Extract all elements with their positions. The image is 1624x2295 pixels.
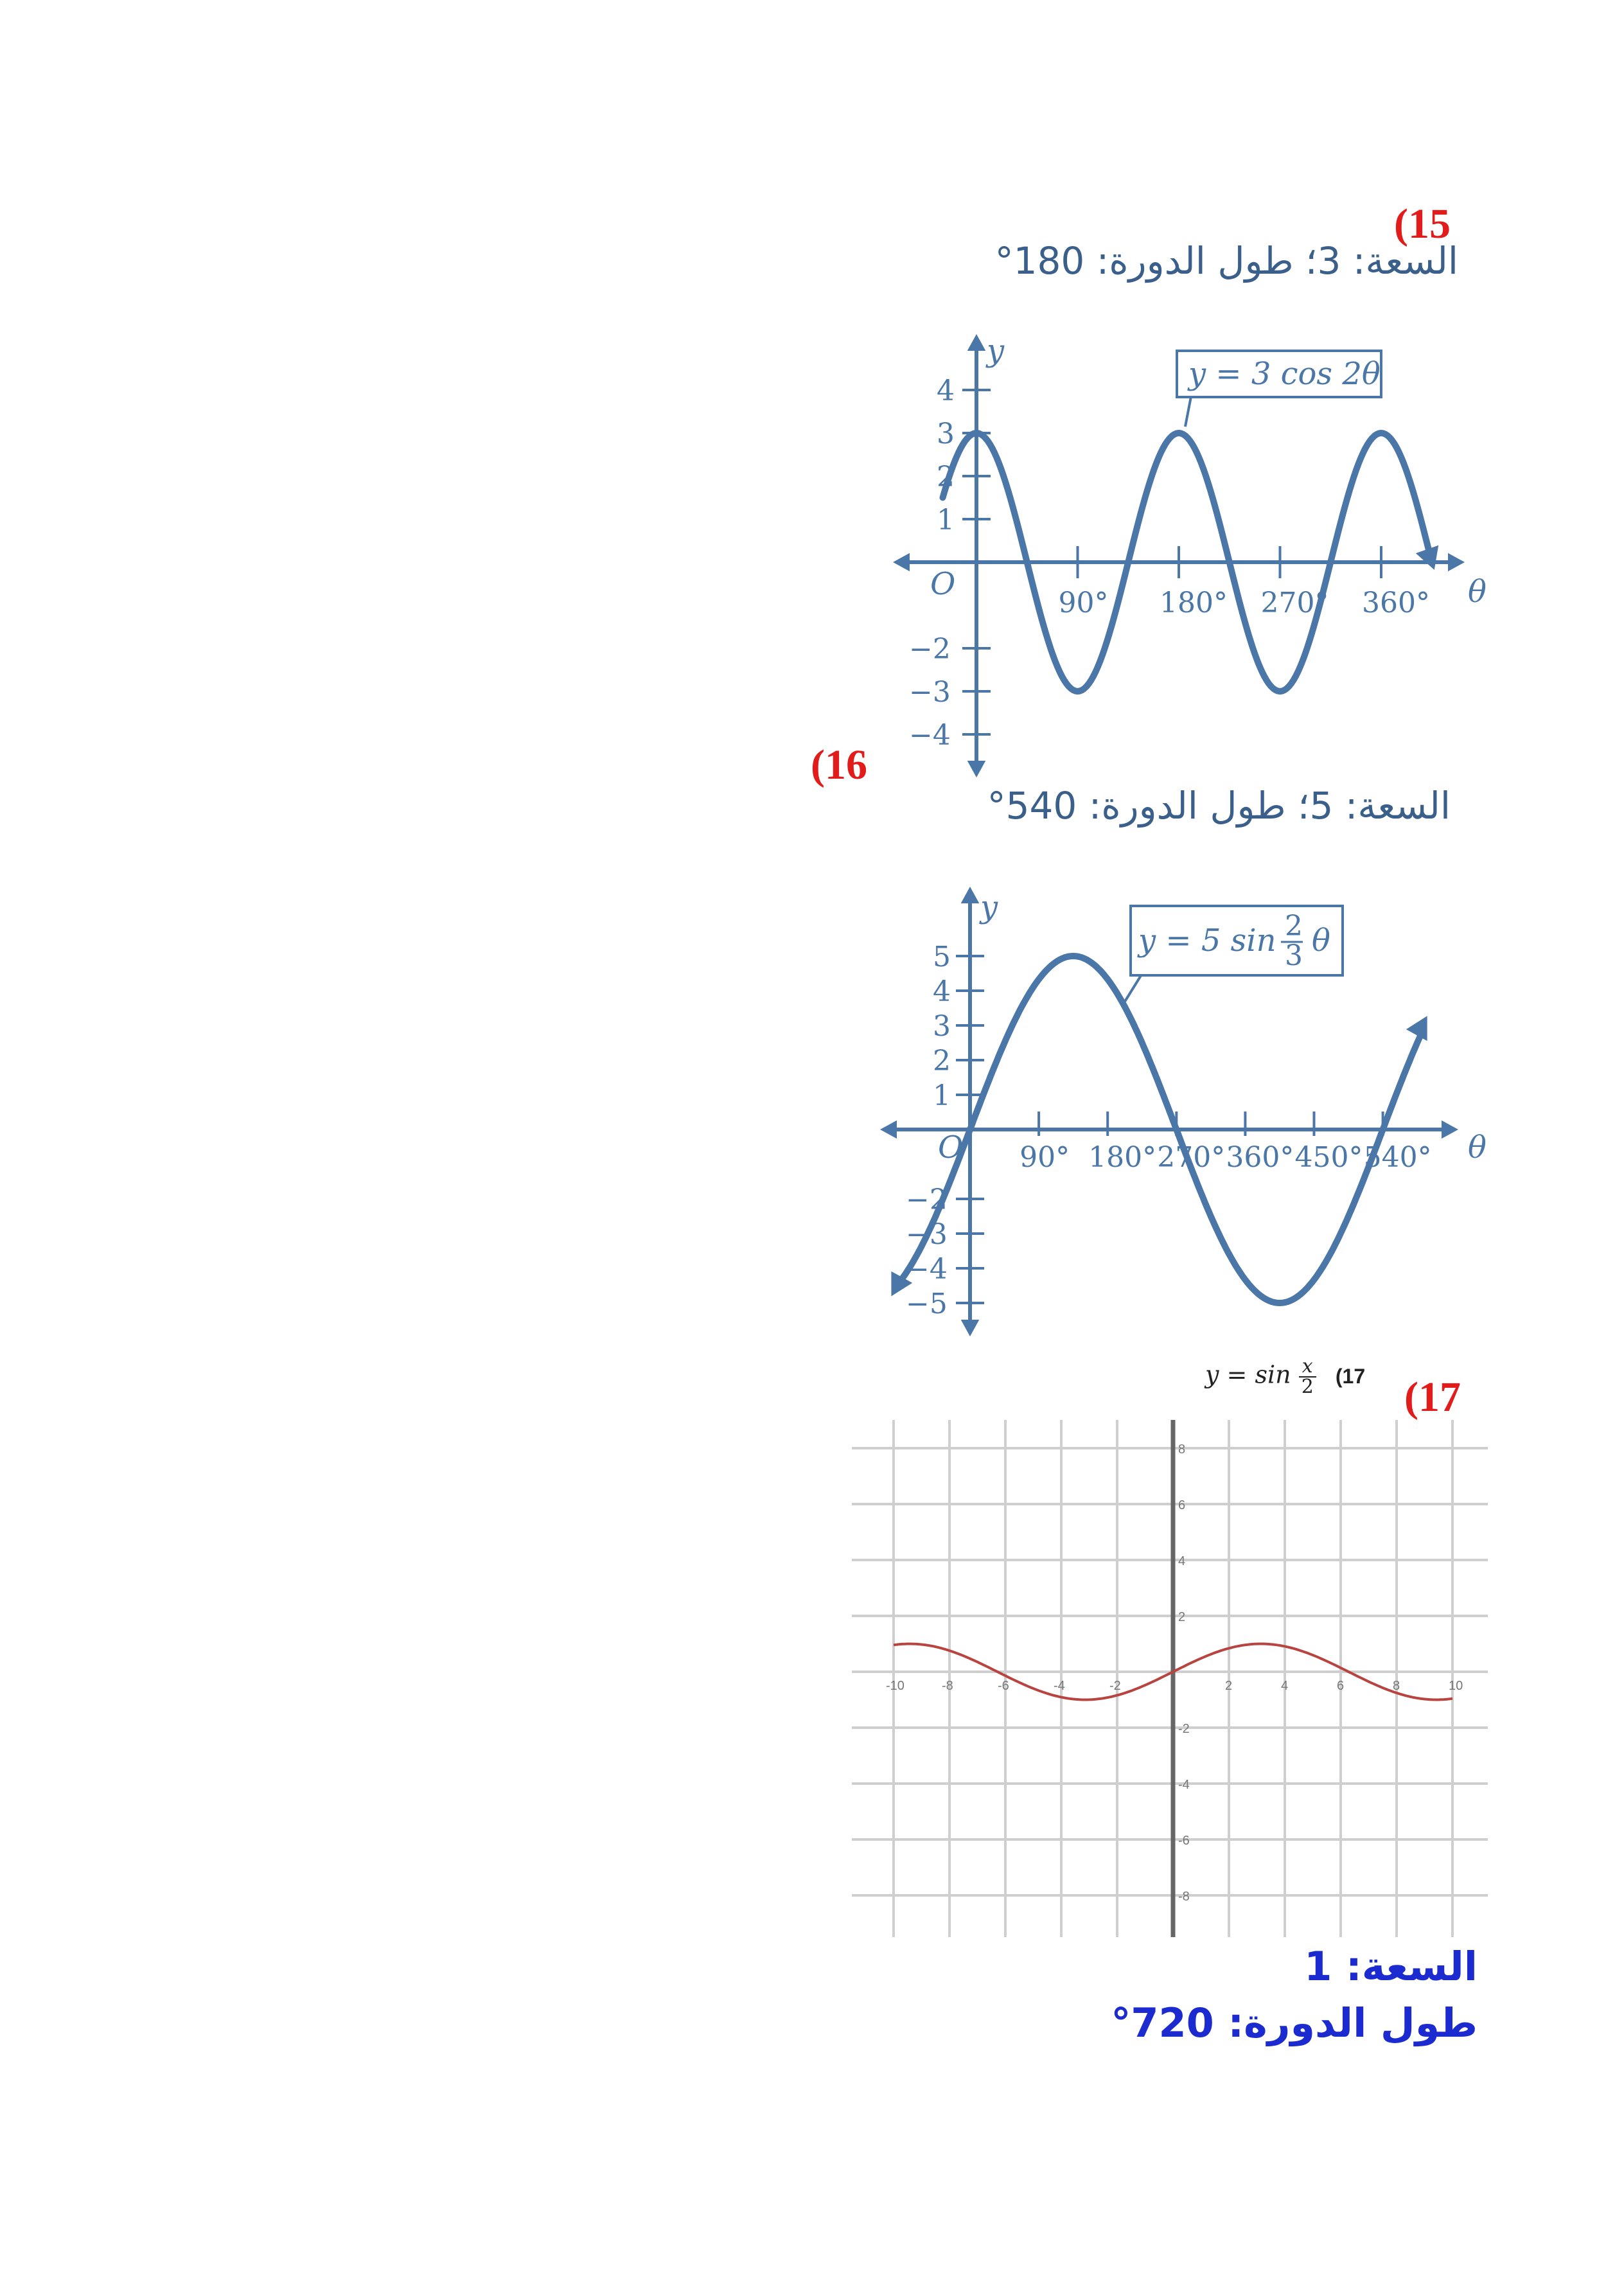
y-tick-label: 5 [933,941,951,973]
fraction-denominator: 2 [1301,1376,1314,1398]
y-tick-label: 2 [1178,1610,1186,1624]
y-tick-label: -2 [1178,1722,1190,1736]
y-tick-label: −5 [906,1288,948,1320]
equation-prefix: y = 5 sin [1138,923,1276,959]
y-tick-label: 2 [937,461,955,493]
problem-17-amplitude: السعة: 1 [1304,1943,1478,1990]
y-tick-label: 4 [933,975,951,1008]
equation-suffix: θ [1312,923,1330,959]
x-tick-label: -10 [886,1679,905,1693]
y-tick-label: 6 [1178,1498,1186,1512]
x-tick-label: 6 [1337,1679,1345,1693]
x-tick-label: 360° [1226,1141,1294,1174]
y-tick-label: 2 [933,1045,951,1077]
x-tick-label: -2 [1109,1679,1121,1693]
y-tick-label: 1 [933,1079,951,1112]
y-tick-label: -4 [1178,1778,1190,1792]
origin-label: O [930,566,956,602]
x-tick-label: 10 [1449,1679,1463,1693]
x-tick-label: -8 [942,1679,953,1693]
problem-17-title [1205,1357,1365,1397]
y-tick-label: −4 [906,1253,948,1286]
y-axis-label: y [987,333,1005,369]
y-tick-label: −2 [909,633,951,666]
equation-denominator: 3 [1285,939,1303,972]
y-tick-label: 1 [937,504,955,536]
y-tick-label: -6 [1178,1834,1190,1848]
y-tick-label: −2 [906,1183,948,1216]
x-tick-label: -6 [998,1679,1009,1693]
y-tick-label: 4 [937,375,955,407]
y-axis-label: y [980,889,998,925]
x-tick-label: 180° [1160,587,1228,619]
x-tick-label: 180° [1088,1141,1157,1174]
origin-label: O [938,1130,964,1165]
x-axis-label: θ [1468,1130,1487,1165]
y-axis-arrow-down [961,1320,980,1336]
x-axis-arrow [1442,1121,1458,1139]
problem-16-answer: السعة: 5؛ طول الدورة: 540° [987,784,1451,828]
problem-17-title-index: (17 [1335,1364,1366,1388]
problem-17-number: (17 [1404,1374,1461,1421]
x-tick-label: 90° [1019,1141,1070,1174]
problem-17-title-fraction [1299,1357,1316,1397]
x-tick-label: -4 [1054,1679,1065,1693]
y-axis-arrow-down [967,761,986,777]
graph-17 [852,1420,1494,1940]
x-tick-label: 8 [1393,1679,1400,1693]
y-tick-label: −3 [909,676,951,709]
x-tick-label: 90° [1058,587,1109,619]
x-axis-arrow [1448,553,1465,572]
graph-15 [887,334,1497,784]
x-axis-arrow-left [893,553,910,572]
x-tick-label: 540° [1363,1141,1432,1174]
x-axis-label: θ [1468,574,1487,610]
y-tick-label: 3 [933,1010,951,1043]
x-tick-label: 4 [1281,1679,1289,1693]
problem-16-number: (16 [811,741,867,788]
y-axis-arrow [967,334,986,351]
y-tick-label: 8 [1178,1442,1186,1457]
graph-16 [874,887,1490,1349]
problem-17-period: طول الدورة: 720° [1111,1999,1478,2046]
equation-label: y = 3 cos 2θ [1188,356,1381,392]
x-axis-arrow-left [880,1121,897,1139]
problem-17-title-prefix: y = sin [1205,1360,1291,1389]
y-tick-label: 3 [937,418,955,450]
problem-15-answer: السعة: 3؛ طول الدورة: 180° [994,239,1458,283]
fraction-numerator: x [1299,1357,1316,1378]
x-tick-label: 450° [1294,1141,1363,1174]
x-tick-label: 270° [1157,1141,1226,1174]
problem-15-number: (15 [1394,200,1451,247]
y-tick-label: -8 [1178,1890,1190,1904]
y-axis-arrow [961,887,980,903]
y-tick-label: 4 [1178,1554,1186,1568]
x-tick-label: 360° [1362,587,1430,619]
equation-numerator: 2 [1285,910,1303,943]
y-tick-label: −3 [906,1218,948,1251]
x-tick-label: 2 [1225,1679,1233,1693]
x-tick-label: 270° [1260,587,1329,619]
y-tick-label: −4 [909,719,951,752]
